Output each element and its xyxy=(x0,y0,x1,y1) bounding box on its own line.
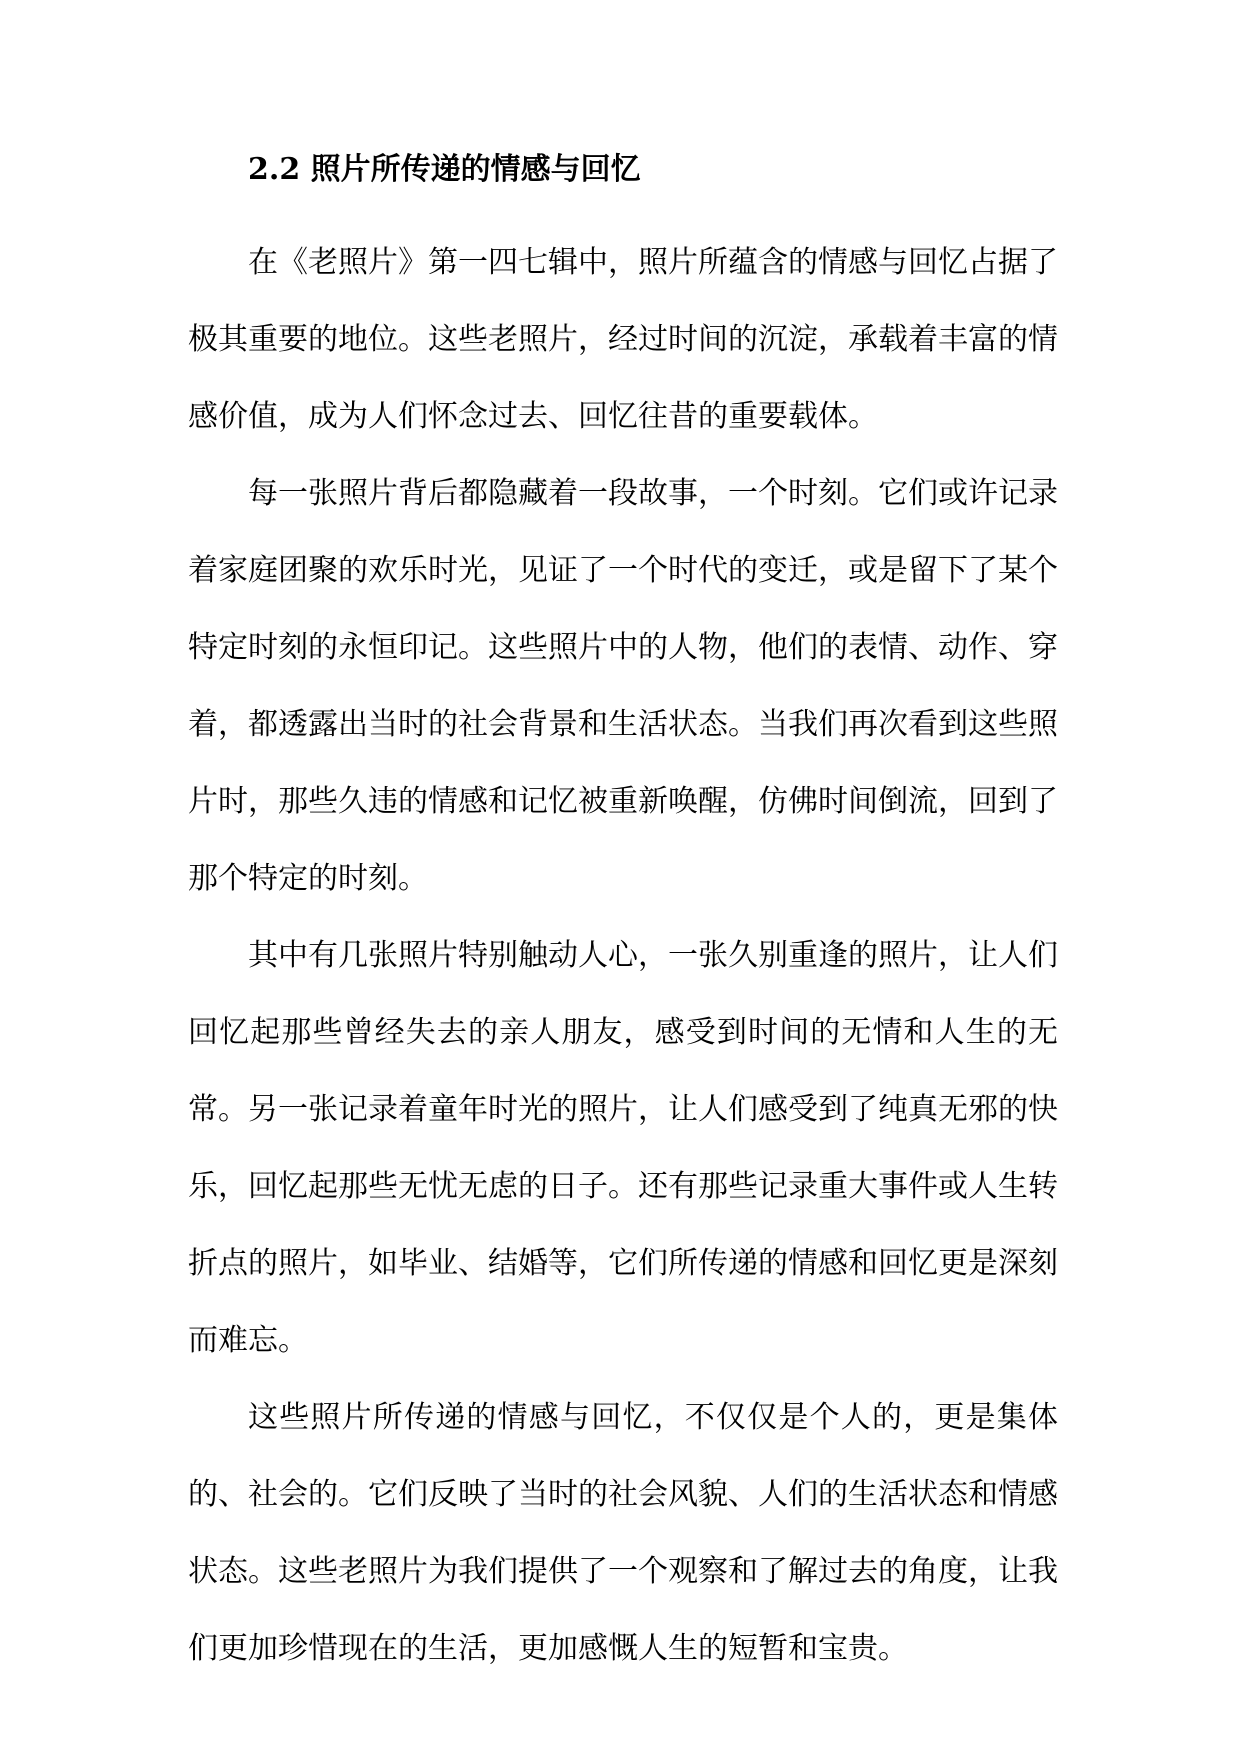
paragraph-4: 这些照片所传递的情感与回忆，不仅仅是个人的，更是集体的、社会的。它们反映了当时的社会风貌、人们的生活状态和情感状态。这些老照片为我们提供了一个观察和了解过去的角度，让我们更加珍惜现在的生活，更加感慨人生的短暂和宝贵。 xyxy=(188,1400,1058,1666)
paragraph-1: 在《老照片》第一四七辑中，照片所蕴含的情感与回忆占据了极其重要的地位。这些老照片，经过时间的沉淀，承载着丰富的情感价值，成为人们怀念过去、回忆往昔的重要载体。 xyxy=(188,245,1058,434)
paragraph-2: 每一张照片背后都隐藏着一段故事，一个时刻。它们或许记录着家庭团聚的欢乐时光，见证了一个时代的变迁，或是留下了某个特定时刻的永恒印记。这些照片中的人物，他们的表情、动作、穿着，都透露出当时的社会背景和生活状态。当我们再次看到这些照片时，那些久违的情感和记忆被重新唤醒，仿佛时间倒流，回到了那个特定的时刻。 xyxy=(188,476,1058,896)
document-body xyxy=(188,146,1058,1687)
paragraph-3: 其中有几张照片特别触动人心，一张久别重逢的照片，让人们回忆起那些曾经失去的亲人朋友，感受到时间的无情和人生的无常。另一张记录着童年时光的照片，让人们感受到了纯真无邪的快乐，回忆起那些无忧无虑的日子。还有那些记录重大事件或人生转折点的照片，如毕业、结婚等，它们所传递的情感和回忆更是深刻而难忘。 xyxy=(188,938,1058,1358)
section-heading: 2.2 照片所传递的情感与回忆 xyxy=(248,152,641,187)
